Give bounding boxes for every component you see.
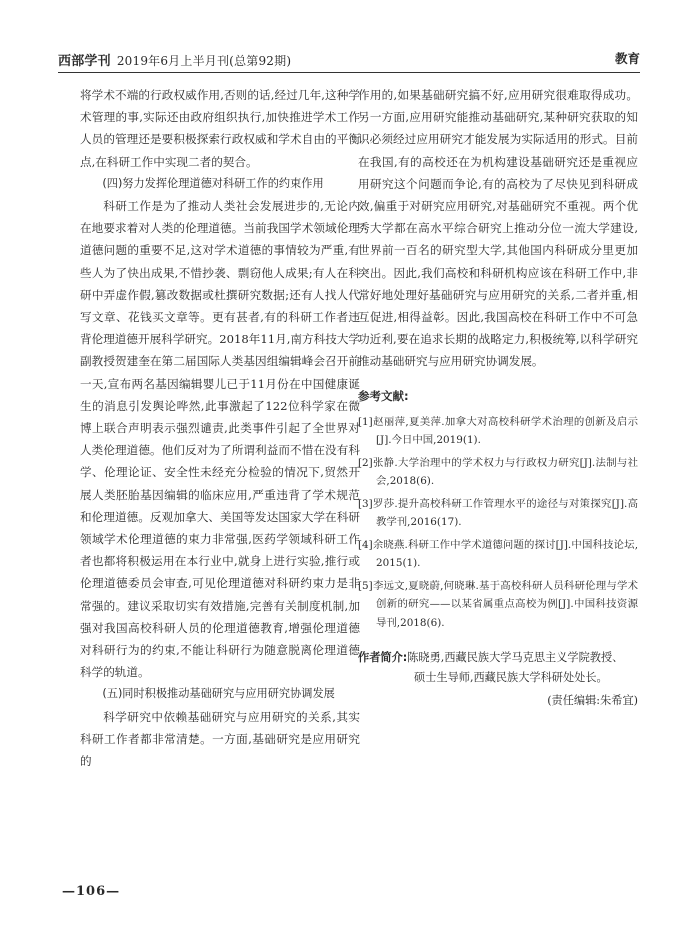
reference-item: [1]赵丽萍,夏美萍.加拿大对高校科研学术治理的创新及启示[J].今日中国,2019(1). [358,415,638,447]
author-text-continued: 硕士生导师,西藏民族大学科研处处长。 [414,671,608,685]
section-label: 教育 [614,51,640,66]
author-bio [358,648,638,688]
journal-name: 西部学刊 [58,54,111,69]
reference-item: [4]余晓燕.科研工作中学术道德问题的探讨[J].中国科技论坛,2015(1). [358,538,638,570]
running-header [58,46,640,73]
section-heading: (四)努力发挥伦理道德对科研工作的约束作用 [102,176,324,190]
author-label: 作者简介: [358,651,408,665]
paragraph: 科研工作是为了推动人类社会发展进步的,无论内在地要求着对人类的伦理道德。当前我国学术领域伦理道德问题的重要不足,这对学术道德的事情较为严重,有些人为了快出成果,不惜抄袭、剽窃他人成果;有人在科研中弄虚作假,篡改数据或杜撰研究数据;还有人找人代写文章、花钱买文章等。更有甚者,有的科研工作者违背伦理道德开展科学研究。2018年11月,南方科技大学副教授贺建奎在第二届国际人类基因组编辑峰会召开前一天,宣布两名基因编辑婴儿已于11月份在中国健康诞生的消息引发舆论哗然,此事激起了122位科学家在微博上联合声明表示强烈谴责,此类事件引起了全世界对人类伦理道德。他们反对为了所谓利益而不惜在没有科学、伦理论证、安全性未经充分检验的情况下,贸然开展人类胚胎基因编辑的临床应用,严重违背了学术规范和伦理道德。反观加拿大、美国等发达国家大学在科研领域学术伦理道德的束力非常强,医药学领域科研工作者也都将积极运用在本行业中,就身上进行实验,推行或伦理道德委员会审查,可见伦理道德对科研约束力是非常强的。建议采取切实有效措施,完善有关制度机制,加强对我国高校科研人员的伦理道德教育,增强伦理道德对科研行为的约束,不能让科研行为随意脱离伦理道德科学的轨道。 [80,199,360,680]
paragraph: 作用的,如果基础研究搞不好,应用研究很难取得成功。另一方面,应用研究能推动基础研究,某种研究获取的知识必须经过应用研究才能发展为实际适用的形式。目前在我国,有的高校还在为机构建设基础研究还是重视应用研究这个问题而争论,有的高校为了尽快见到科研成效,偏重于对研究应用研究,对基础研究不重视。两个优秀大学都在高水平综合研究上推动分位一流大学建设,世界前一百名的研究型大学,其他国内科研成分里更加突出。因此,我们高校和科研机构应该在科研工作中,非常好地处理好基础研究与应用研究的关系,二者并重,相互促进,相得益彰。因此,我国高校在科研工作中不可急功近利,要在追求长期的战略定力,积极统筹,以科学研究推动基础研究与应用研究协调发展。 [358,88,638,369]
issue-info: 2019年6月上半月刊(总第92期) [116,54,292,68]
reference-item: [3]罗莎.提升高校科研工作管理水平的途径与对策探究[J].高教学刊,2016(17). [358,497,638,529]
left-column [80,84,360,772]
references-list [358,413,638,633]
responsible-editor: (责任编辑:朱希宜) [547,694,638,708]
paragraph: 将学术不端的行政权威作用,否则的话,经过几年,这种学术管理的事,实际还由政府组织执行,加快推进学术工作人员的管理还是要积极探索行政权威和学术自由的平衡点,在科研工作中实现二者的契合。 [80,88,360,169]
header-journal-info [58,50,291,69]
paragraph: 科学研究中依赖基础研究与应用研究的关系,其实科研工作者都非常清楚。一方面,基础研究是应用研究的 [80,709,360,769]
references-title: 参考文献: [358,388,409,403]
reference-item: [5]李远文,夏晓蔚,何晓琳.基于高校科研人员科研伦理与学术创新的研究——以某省属重点高校为例[J].中国科技资源导刊,2018(6). [358,579,638,629]
reference-item: [2]张静.大学治理中的学术权力与行政权力研究[J].法制与社会,2018(6). [358,456,638,488]
section-heading: (五)同时积极推动基础研究与应用研究协调发展 [102,687,335,701]
author-text: 陈晓勇,西藏民族大学马克思主义学院教授、 [407,651,624,665]
page-number: —106— [62,884,121,899]
right-column [358,84,638,713]
